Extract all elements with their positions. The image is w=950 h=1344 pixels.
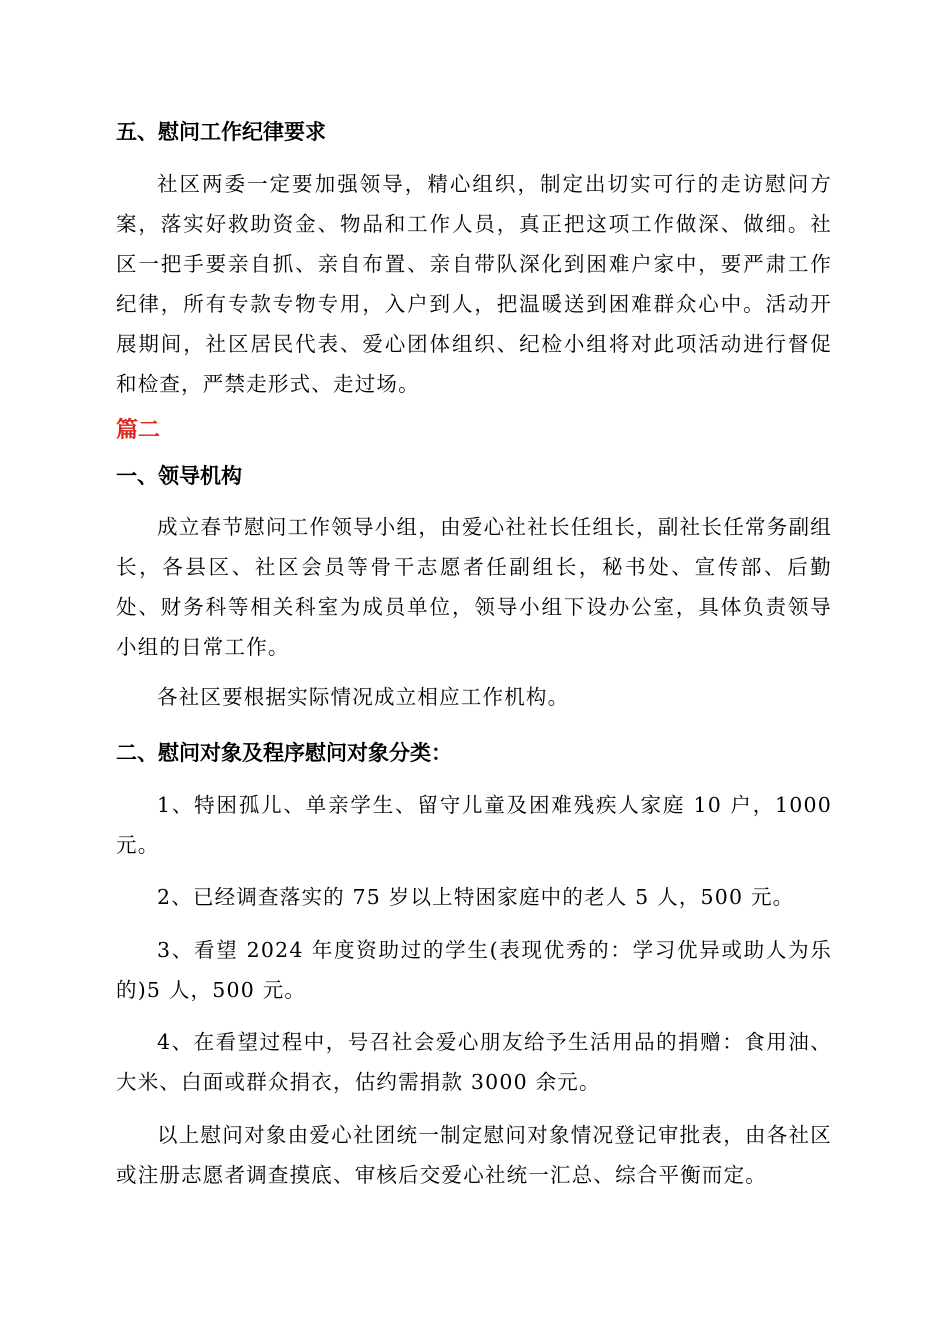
paragraph-closing: 以上慰问对象由爱心社团统一制定慰问对象情况登记审批表，由各社区或注册志愿者调查摸底、审核后交爱心社统一汇总、综合平衡而定。 xyxy=(116,1123,832,1187)
section-heading-recipients: 二、慰问对象及程序慰问对象分类： xyxy=(116,741,452,765)
paragraph-leadership: 成立春节慰问工作领导小组，由爱心社社长任组长，副社长任常务副组长，各县区、社区会员等骨干志愿者任副组长，秘书处、宣传部、后勤处、财务科等相关科室为成员单位，领导小组下设办公室，具体负责领导小组的日常工作。 xyxy=(116,515,832,659)
part-title: 篇二 xyxy=(116,418,161,443)
list-item: 4、在看望过程中，号召社会爱心朋友给予生活用品的捐赠：食用油、大米、白面或群众捐衣，估约需捐款 3000 余元。 xyxy=(116,1030,832,1094)
list-item: 2、已经调查落实的 75 岁以上特困家庭中的老人 5 人，500 元。 xyxy=(157,885,795,909)
section-heading-leadership: 一、领导机构 xyxy=(116,464,242,488)
paragraph-discipline: 社区两委一定要加强领导，精心组织，制定出切实可行的走访慰问方案，落实好救助资金、物品和工作人员，真正把这项工作做深、做细。社区一把手要亲自抓、亲自布置、亲自带队深化到困难户家中，要严肃工作纪律，所有专款专物专用，入户到人，把温暖送到困难群众心中。活动开展期间，社区居民代表、爱心团体组织、纪检小组将对此项活动进行督促和检查，严禁走形式、走过场。 xyxy=(116,172,832,396)
list-item: 3、看望 2024 年度资助过的学生(表现优秀的：学习优异或助人为乐的)5 人，500 元。 xyxy=(116,938,832,1002)
section-heading-discipline: 五、慰问工作纪律要求 xyxy=(116,120,326,144)
list-item: 1、特困孤儿、单亲学生、留守儿童及困难残疾人家庭 10 户，1000 元。 xyxy=(116,793,832,857)
paragraph-community-agency: 各社区要根据实际情况成立相应工作机构。 xyxy=(157,685,570,709)
